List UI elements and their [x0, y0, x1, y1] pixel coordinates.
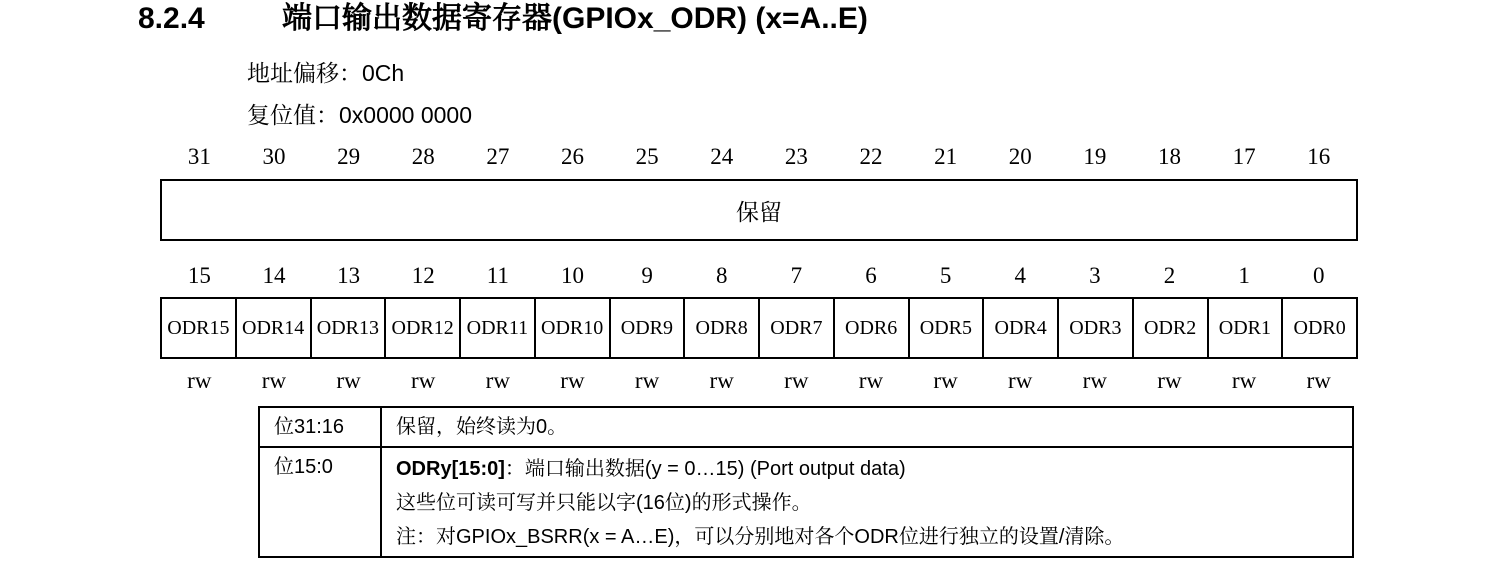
access-type: rw: [858, 368, 884, 393]
table-row: [259, 447, 1353, 557]
bit-description: 保留，始终读为0。: [381, 407, 1353, 447]
bit-number: 27: [486, 144, 510, 169]
address-offset-value: 0Ch: [362, 60, 405, 86]
reset-value-value: 0x0000 0000: [339, 102, 473, 128]
access-type: rw: [1082, 368, 1107, 393]
odr-field-cell: ODR5: [910, 299, 985, 357]
odr-fields: [160, 297, 1358, 359]
bit-range: 位15:0: [259, 447, 381, 557]
access-types: [162, 368, 1356, 394]
odr-field-cell: ODR2: [1134, 299, 1209, 357]
bit-number: 0: [1312, 263, 1325, 288]
field-summary: ：端口输出数据(y = 0…15) (Port output data): [504, 458, 906, 480]
description-line: 这些位可读可写并只能以字(16位)的形式操作。: [396, 492, 812, 514]
bit-number: 22: [859, 144, 883, 169]
description-line: 注：对GPIOx_BSRR(x = A…E)，可以分别地对各个ODR位进行独立的设置/清除。: [396, 526, 1125, 548]
bit-number: 11: [486, 263, 509, 288]
section-title: 端口输出数据寄存器(GPIOx_ODR) (x=A..E): [282, 2, 868, 35]
bit-number: 29: [337, 144, 361, 169]
bit-number: 9: [641, 263, 653, 288]
access-type: rw: [261, 368, 287, 393]
odr-field-cell: ODR7: [760, 299, 835, 357]
access-type: rw: [933, 368, 958, 393]
bit-description-table: [258, 406, 1354, 558]
access-type: rw: [1231, 368, 1257, 393]
odr-field-cell: ODR12: [386, 299, 461, 357]
odr-field-cell: ODR0: [1293, 316, 1346, 339]
bit-number: 20: [1008, 144, 1032, 169]
access-type: rw: [560, 368, 585, 393]
odr-field-cell: ODR10: [536, 299, 611, 357]
bit-number: 15: [187, 263, 211, 288]
bit-number: 12: [411, 263, 435, 288]
odr-field-cell: ODR3: [1059, 299, 1134, 357]
reserved-field-label: 保留: [736, 198, 782, 225]
address-offset-label: 地址偏移：: [247, 60, 362, 86]
bit-number: 6: [865, 263, 877, 288]
bit-description: [381, 447, 1353, 557]
access-type: rw: [187, 368, 212, 393]
bit-number: 3: [1089, 263, 1101, 288]
access-type: rw: [1306, 368, 1331, 393]
access-type: rw: [336, 368, 361, 393]
bit-number: 2: [1163, 263, 1176, 288]
bit-number: 8: [715, 263, 728, 288]
table-row: [259, 407, 1353, 447]
bit-number: 14: [262, 263, 286, 288]
bit-number: 1: [1238, 263, 1250, 288]
field-name: ODRy[15:0]: [396, 458, 505, 480]
reserved-field: [160, 179, 1358, 241]
bit-number: 30: [262, 144, 286, 169]
access-type: rw: [1157, 368, 1182, 393]
description-line: [396, 452, 1340, 486]
bit-number: 5: [939, 263, 952, 288]
odr-field-cell: ODR13: [312, 299, 387, 357]
odr-field-cell: ODR14: [237, 299, 312, 357]
odr-field-cell: ODR6: [835, 299, 910, 357]
bit-number: 4: [1014, 263, 1026, 288]
odr-field-cell: ODR4: [984, 299, 1059, 357]
odr-field-cell: ODR11: [461, 299, 536, 357]
bit-number: 16: [1307, 144, 1331, 169]
high-bit-numbers: [162, 144, 1356, 170]
bit-number: 23: [784, 144, 808, 169]
bit-number: 19: [1083, 144, 1107, 169]
odr-field-cell: ODR15: [162, 299, 237, 357]
bit-number: 7: [790, 263, 803, 288]
address-offset: [247, 58, 404, 88]
access-type: rw: [784, 368, 809, 393]
bit-number: 24: [710, 144, 734, 169]
access-type: rw: [411, 368, 436, 393]
odr-field-cell: ODR8: [685, 299, 760, 357]
bit-number: 10: [560, 263, 584, 288]
bit-number: 25: [635, 144, 659, 169]
bit-number: 26: [560, 144, 584, 169]
section-number: 8.2.4: [138, 2, 205, 35]
access-type: rw: [485, 368, 510, 393]
bit-number: 18: [1157, 144, 1181, 169]
access-type: rw: [709, 368, 734, 393]
bit-number: 13: [337, 263, 361, 288]
section-heading: [0, 0, 1497, 38]
bit-number: 17: [1232, 144, 1256, 169]
bit-number: 28: [411, 144, 435, 169]
bit-number: 21: [934, 144, 958, 169]
reset-value: [247, 100, 472, 130]
odr-field-cell: ODR1: [1209, 299, 1284, 357]
odr-field-cell: ODR9: [611, 299, 686, 357]
bit-number: 31: [187, 144, 211, 169]
reset-value-label: 复位值：: [247, 102, 339, 128]
low-bit-numbers: [162, 263, 1356, 289]
access-type: rw: [634, 368, 660, 393]
access-type: rw: [1008, 368, 1033, 393]
bit-range: 位31:16: [259, 407, 381, 447]
